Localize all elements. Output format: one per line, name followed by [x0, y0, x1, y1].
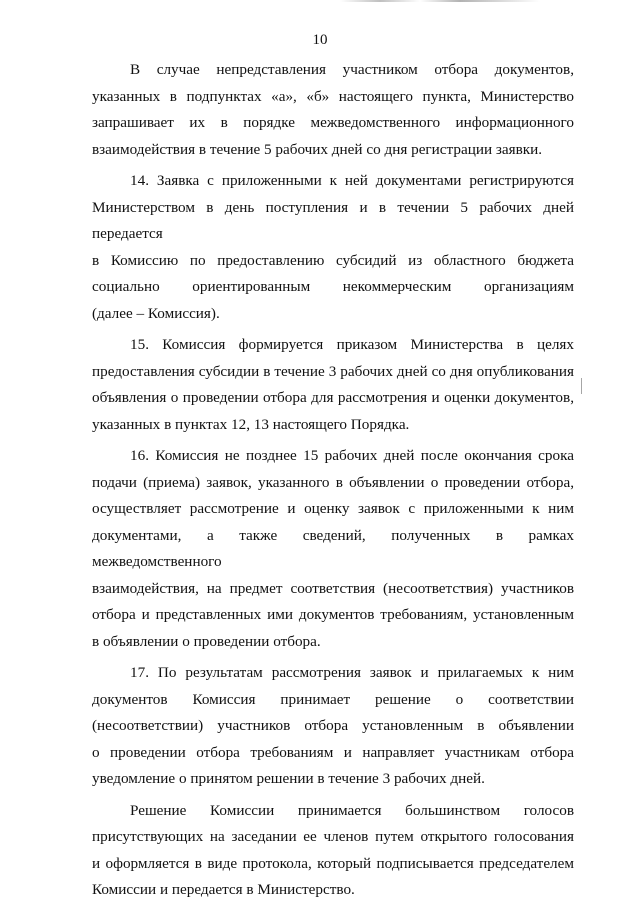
text-line: 15. Комиссия формируется приказом Министерства в целях: [130, 336, 574, 353]
text-line: о проведении отбора требованиям и направляет участникам отбора: [92, 743, 574, 761]
text-line: взаимодействия в течение 5 рабочих дней со дня регистрации заявки.: [92, 140, 543, 158]
text-line: указанных в подпунктах «а», «б» настоящего пункта, Министерство: [92, 87, 574, 105]
text-line: документов Комиссия принимает решение о соответствии: [92, 690, 574, 708]
paragraph-15: [92, 332, 574, 438]
text-line: 14. Заявка с приложенными к ней документами регистрируются: [130, 172, 574, 189]
text-line: В случае непредставления участником отбора документов,: [130, 61, 574, 78]
scan-artifact-top: [340, 0, 540, 2]
text-line: (несоответствии) участников отбора установленным в объявлении: [92, 717, 574, 734]
text-line: Решение Комиссии принимается большинством голосов: [130, 801, 574, 819]
text-line: 16. Комиссия не позднее 15 рабочих дней после окончания срока: [130, 447, 574, 464]
text-line: Министерством в день поступления и в течении 5 рабочих дней передается: [92, 198, 574, 242]
text-line: указанных в пунктах 12, 13 настоящего Порядка.: [92, 415, 410, 433]
text-line: и оформляется в виде протокола, который подписывается председателем: [92, 854, 574, 872]
text-line: документами, а также сведений, полученных в рамках межведомственного: [92, 526, 574, 570]
text-line: 17. По результатам рассмотрения заявок и прилагаемых к ним: [130, 664, 574, 681]
paragraph-14: [92, 168, 574, 327]
text-line: объявления о проведении отбора для рассмотрения и оценки документов,: [92, 389, 574, 406]
text-line: взаимодействия, на предмет соответствия (несоответствия) участников: [92, 579, 574, 597]
text-line: подачи (приема) заявок, указанного в объявлении о проведении отбора,: [92, 473, 574, 491]
text-line: в Комиссию по предоставлению субсидий из областного бюджета: [92, 251, 574, 269]
text-line: предоставления субсидии в течение 3 рабочих дней со дня опубликования: [92, 362, 574, 380]
document-body: [92, 57, 574, 904]
text-line: Комиссии и передается в Министерство.: [92, 881, 355, 898]
scan-artifact-margin: [581, 378, 582, 394]
paragraph-16: [92, 443, 574, 655]
page-number: 10: [312, 32, 328, 48]
text-line: социально ориентированным некоммерческим организациям: [92, 278, 574, 295]
text-line: запрашивает их в порядке межведомственного информационного: [92, 114, 574, 131]
paragraph-decision: [92, 798, 574, 904]
text-line: уведомление о принятом решении в течение 3 рабочих дней.: [92, 770, 485, 787]
paragraph-17: [92, 660, 574, 793]
paragraph-intro: [92, 57, 574, 163]
text-line: осуществляет рассмотрение и оценку заявок с приложенными к ним: [92, 500, 574, 517]
text-line: (далее – Комиссия).: [92, 304, 220, 322]
text-line: присутствующих на заседании ее членов путем открытого голосования: [92, 828, 574, 845]
text-line: отбора и представленных ими документов требованиям, установленным: [92, 606, 574, 623]
text-line: в объявлении о проведении отбора.: [92, 632, 321, 650]
